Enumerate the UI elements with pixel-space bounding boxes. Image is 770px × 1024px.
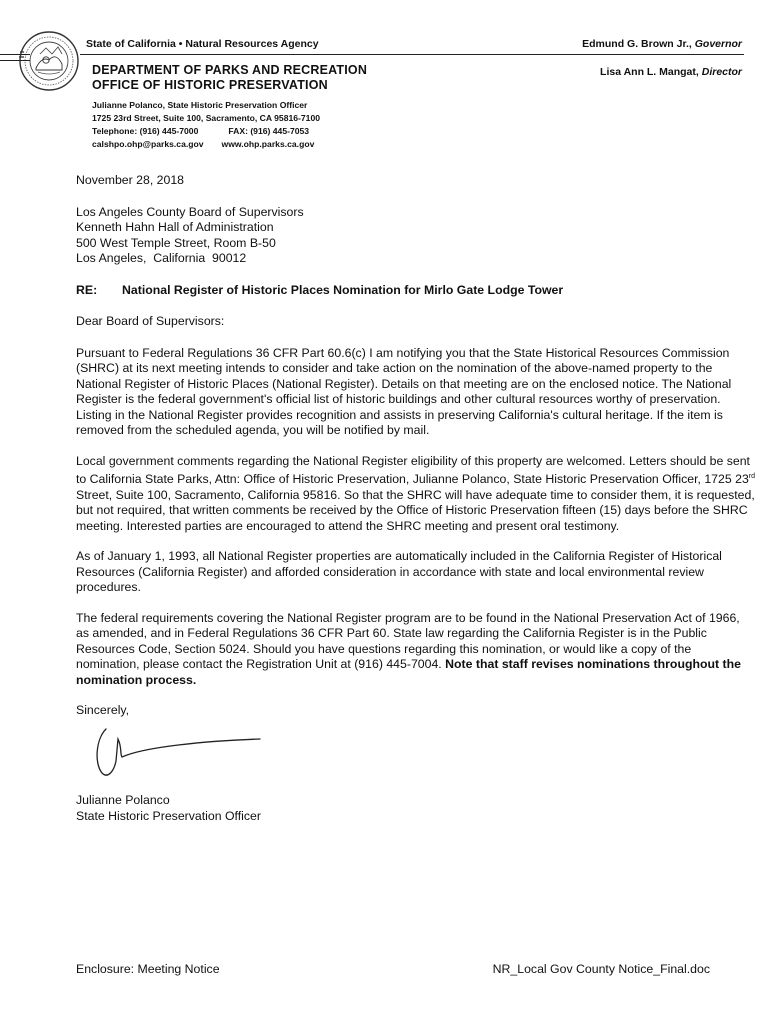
- governor-title: Governor: [694, 38, 742, 50]
- email-web-line: [92, 138, 320, 151]
- address-line: 1725 23rd Street, Suite 100, Sacramento, CA 95816-7100: [92, 113, 321, 123]
- paragraph-4: [76, 611, 756, 689]
- subject-line: [76, 283, 756, 299]
- agency-name: State of California • Natural Resources Agency: [86, 38, 319, 50]
- email-link[interactable]: calshpo.ohp@parks.ca.gov: [92, 139, 204, 149]
- paragraph-2-text-cont: Street, Suite 100, Sacramento, California 95816. So that the SHRC will have adequate time to consider them, it is requested, but not required, that written comments be received by the Office of Historic Preservation fifteen (15) days before the SHRC meeting. Interested parties are encouraged to attend the SHRC meeting and present oral testimony.: [76, 487, 755, 533]
- recipient-line: Los Angeles County Board of Supervisors: [76, 204, 304, 219]
- salutation: Dear Board of Supervisors:: [76, 314, 225, 328]
- office-name: OFFICE OF HISTORIC PRESERVATION: [92, 78, 328, 92]
- recipient-line: Los Angeles, California 90012: [76, 251, 247, 265]
- paragraph-3: As of January 1, 1993, all National Register properties are automatically included in the California Register of Historical Resources (California Register) and afforded consideration in accordance with state and local environmental review procedures.: [76, 549, 722, 595]
- re-label: RE:: [76, 282, 98, 297]
- fax: FAX: (916) 445-7053: [228, 126, 310, 136]
- ordinal-suffix: rd: [748, 473, 756, 480]
- closing: Sincerely,: [76, 703, 130, 718]
- director-title: Director: [701, 66, 742, 78]
- letterhead-rule: [80, 54, 744, 55]
- director-line: [600, 66, 742, 78]
- signer-title: State Historic Preservation Officer: [76, 808, 261, 823]
- letterhead-rule-left: [0, 54, 30, 55]
- letter-body: [76, 173, 756, 824]
- paragraph-2: [76, 454, 756, 535]
- contact-block: [92, 99, 320, 151]
- recipient-address: [76, 205, 756, 267]
- letterhead-rule-left-2: [0, 60, 30, 61]
- recipient-line: 500 West Temple Street, Room B-50: [76, 235, 276, 250]
- department-name: DEPARTMENT OF PARKS AND RECREATION: [92, 63, 368, 77]
- department-block: [92, 63, 367, 93]
- signer-name: Julianne Polanco: [76, 793, 170, 808]
- director-name: Lisa Ann L. Mangat,: [600, 66, 699, 78]
- paragraph-4-emphasis: Note that staff revises nominations throughout the nomination process.: [76, 657, 741, 687]
- paragraph-1: Pursuant to Federal Regulations 36 CFR Part 60.6(c) I am notifying you that the State Historical Resources Commission (SHRC) at its next meeting intends to consider and take action on the nomination of the above-named property to the National Register of Historic Places (National Register). Details on that meeting are on the enclosed notice. The National Register is the federal government's official list of historic buildings and other cultural resources worthy of preservation. Listing in the National Register provides recognition and assists in preserving California's cultural heritage. If the item is removed from the scheduled agenda, you will be notified by mail.: [76, 345, 732, 437]
- telephone: Telephone: (916) 445-7000: [92, 126, 199, 136]
- officer-line: Julianne Polanco, State Historic Preservation Officer: [92, 100, 308, 110]
- website-link[interactable]: www.ohp.parks.ca.gov: [221, 139, 315, 149]
- enclosure-note: Enclosure: Meeting Notice: [76, 962, 220, 976]
- paragraph-2-text: Local government comments regarding the National Register eligibility of this property are welcomed. Letters should be sent to California State Parks, Attn: Office of Historic Preservation, Julianne Polanco, State Historic Preservation Officer, 1725 23: [76, 453, 750, 487]
- document-filename: NR_Local Gov County Notice_Final.doc: [492, 962, 710, 976]
- phone-fax-line: [92, 125, 320, 138]
- governor-line: [582, 38, 742, 50]
- recipient-line: Kenneth Hahn Hall of Administration: [76, 220, 274, 234]
- california-state-seal-icon: [18, 30, 80, 92]
- paragraph-4-text: The federal requirements covering the National Register program are to be found in the National Preservation Act of 1966, as amended, and in Federal Regulations 36 CFR Part 60. State law regarding the California Register is in the Public Resources Code, Section 5024. Should you have questions regarding this nomination, or would like a copy of the nomination, please contact the Registration Unit at (916) 445-7004.: [76, 610, 740, 672]
- handwritten-signature-icon: [84, 725, 274, 785]
- letter-date: November 28, 2018: [76, 173, 185, 187]
- re-subject: National Register of Historic Places Nomination for Mirlo Gate Lodge Tower: [122, 282, 564, 297]
- governor-name: Edmund G. Brown Jr.,: [582, 38, 692, 50]
